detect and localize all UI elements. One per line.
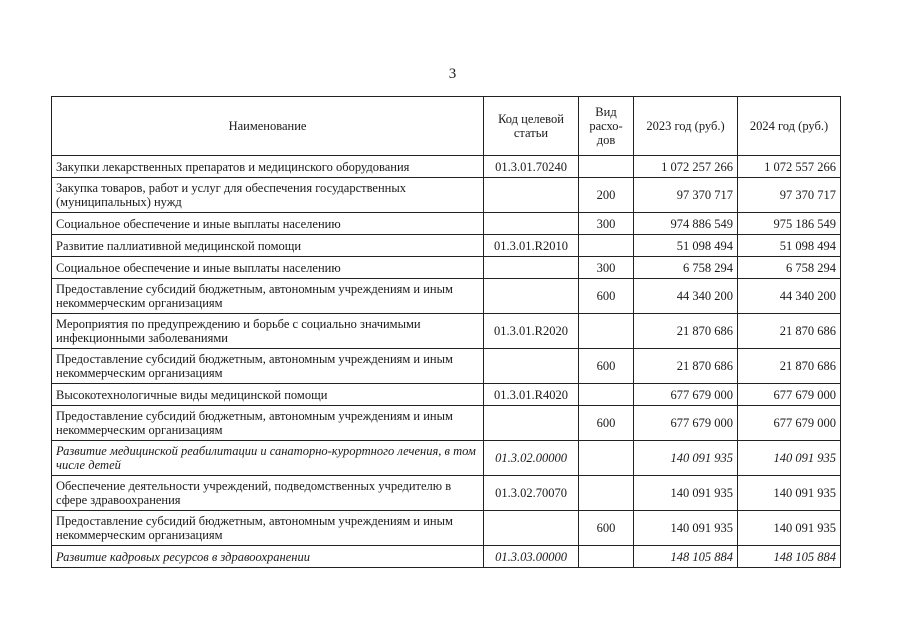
cell-kind: 600 — [579, 349, 634, 384]
cell-2023: 140 091 935 — [634, 511, 738, 546]
cell-code — [484, 257, 579, 279]
cell-name: Развитие паллиативной медицинской помощи — [52, 235, 484, 257]
cell-2023: 21 870 686 — [634, 349, 738, 384]
cell-2024: 148 105 884 — [738, 546, 841, 568]
cell-2024: 44 340 200 — [738, 279, 841, 314]
cell-2023: 44 340 200 — [634, 279, 738, 314]
header-name: Наименование — [52, 97, 484, 156]
cell-2023: 148 105 884 — [634, 546, 738, 568]
cell-kind: 200 — [579, 178, 634, 213]
cell-kind — [579, 156, 634, 178]
cell-code — [484, 279, 579, 314]
cell-2024: 140 091 935 — [738, 476, 841, 511]
table-row — [52, 213, 841, 235]
cell-2023: 974 886 549 — [634, 213, 738, 235]
table-row — [52, 314, 841, 349]
table-row — [52, 235, 841, 257]
table-row — [52, 257, 841, 279]
cell-name: Социальное обеспечение и иные выплаты населению — [52, 213, 484, 235]
cell-code — [484, 349, 579, 384]
cell-code — [484, 213, 579, 235]
budget-table — [51, 96, 841, 568]
cell-2024: 975 186 549 — [738, 213, 841, 235]
cell-2024: 21 870 686 — [738, 314, 841, 349]
cell-2023: 140 091 935 — [634, 476, 738, 511]
header-code: Код целевой статьи — [484, 97, 579, 156]
cell-2024: 21 870 686 — [738, 349, 841, 384]
cell-2024: 1 072 557 266 — [738, 156, 841, 178]
cell-name: Закупка товаров, работ и услуг для обеспечения государственных (муниципальных) нужд — [52, 178, 484, 213]
cell-kind: 600 — [579, 279, 634, 314]
cell-name: Предоставление субсидий бюджетным, автономным учреждениям и иным некоммерческим организациям — [52, 279, 484, 314]
page-number: 3 — [448, 66, 457, 82]
cell-kind — [579, 384, 634, 406]
cell-code: 01.3.01.R2010 — [484, 235, 579, 257]
cell-kind — [579, 441, 634, 476]
cell-2023: 677 679 000 — [634, 406, 738, 441]
cell-name: Предоставление субсидий бюджетным, автономным учреждениям и иным некоммерческим организациям — [52, 511, 484, 546]
cell-2024: 51 098 494 — [738, 235, 841, 257]
cell-code: 01.3.01.70240 — [484, 156, 579, 178]
cell-kind — [579, 476, 634, 511]
cell-name: Предоставление субсидий бюджетным, автономным учреждениям и иным некоммерческим организациям — [52, 349, 484, 384]
cell-name: Развитие кадровых ресурсов в здравоохранении — [52, 546, 484, 568]
cell-2024: 6 758 294 — [738, 257, 841, 279]
header-2024: 2024 год (руб.) — [738, 97, 841, 156]
table-row — [52, 384, 841, 406]
cell-2023: 97 370 717 — [634, 178, 738, 213]
cell-kind: 600 — [579, 406, 634, 441]
table-row — [52, 511, 841, 546]
table-header-row — [52, 97, 841, 156]
cell-2024: 140 091 935 — [738, 441, 841, 476]
cell-code — [484, 511, 579, 546]
cell-2023: 677 679 000 — [634, 384, 738, 406]
table-row — [52, 156, 841, 178]
cell-kind — [579, 546, 634, 568]
cell-2023: 140 091 935 — [634, 441, 738, 476]
cell-kind — [579, 314, 634, 349]
header-2023: 2023 год (руб.) — [634, 97, 738, 156]
table-row — [52, 349, 841, 384]
cell-name: Мероприятия по предупреждению и борьбе с социально значимыми инфекционными заболеваниями — [52, 314, 484, 349]
cell-2024: 97 370 717 — [738, 178, 841, 213]
cell-2024: 677 679 000 — [738, 384, 841, 406]
table-row — [52, 476, 841, 511]
cell-name: Предоставление субсидий бюджетным, автономным учреждениям и иным некоммерческим организациям — [52, 406, 484, 441]
cell-kind — [579, 235, 634, 257]
cell-code — [484, 406, 579, 441]
cell-name: Развитие медицинской реабилитации и санаторно-курортного лечения, в том числе детей — [52, 441, 484, 476]
header-kind: Вид расхо-дов — [579, 97, 634, 156]
cell-2023: 21 870 686 — [634, 314, 738, 349]
cell-code: 01.3.01.R2020 — [484, 314, 579, 349]
cell-code — [484, 178, 579, 213]
cell-kind: 300 — [579, 257, 634, 279]
cell-kind: 600 — [579, 511, 634, 546]
cell-2024: 677 679 000 — [738, 406, 841, 441]
cell-2024: 140 091 935 — [738, 511, 841, 546]
table-body — [52, 156, 841, 568]
cell-kind: 300 — [579, 213, 634, 235]
cell-2023: 51 098 494 — [634, 235, 738, 257]
cell-code: 01.3.02.00000 — [484, 441, 579, 476]
table-row — [52, 178, 841, 213]
cell-name: Обеспечение деятельности учреждений, подведомственных учредителю в сфере здравоохранения — [52, 476, 484, 511]
table-row — [52, 279, 841, 314]
cell-2023: 6 758 294 — [634, 257, 738, 279]
cell-code: 01.3.03.00000 — [484, 546, 579, 568]
table-row — [52, 546, 841, 568]
cell-2023: 1 072 257 266 — [634, 156, 738, 178]
table-row — [52, 441, 841, 476]
cell-code: 01.3.02.70070 — [484, 476, 579, 511]
table-row — [52, 406, 841, 441]
cell-code: 01.3.01.R4020 — [484, 384, 579, 406]
cell-name: Социальное обеспечение и иные выплаты населению — [52, 257, 484, 279]
cell-name: Высокотехнологичные виды медицинской помощи — [52, 384, 484, 406]
cell-name: Закупки лекарственных препаратов и медицинского оборудования — [52, 156, 484, 178]
